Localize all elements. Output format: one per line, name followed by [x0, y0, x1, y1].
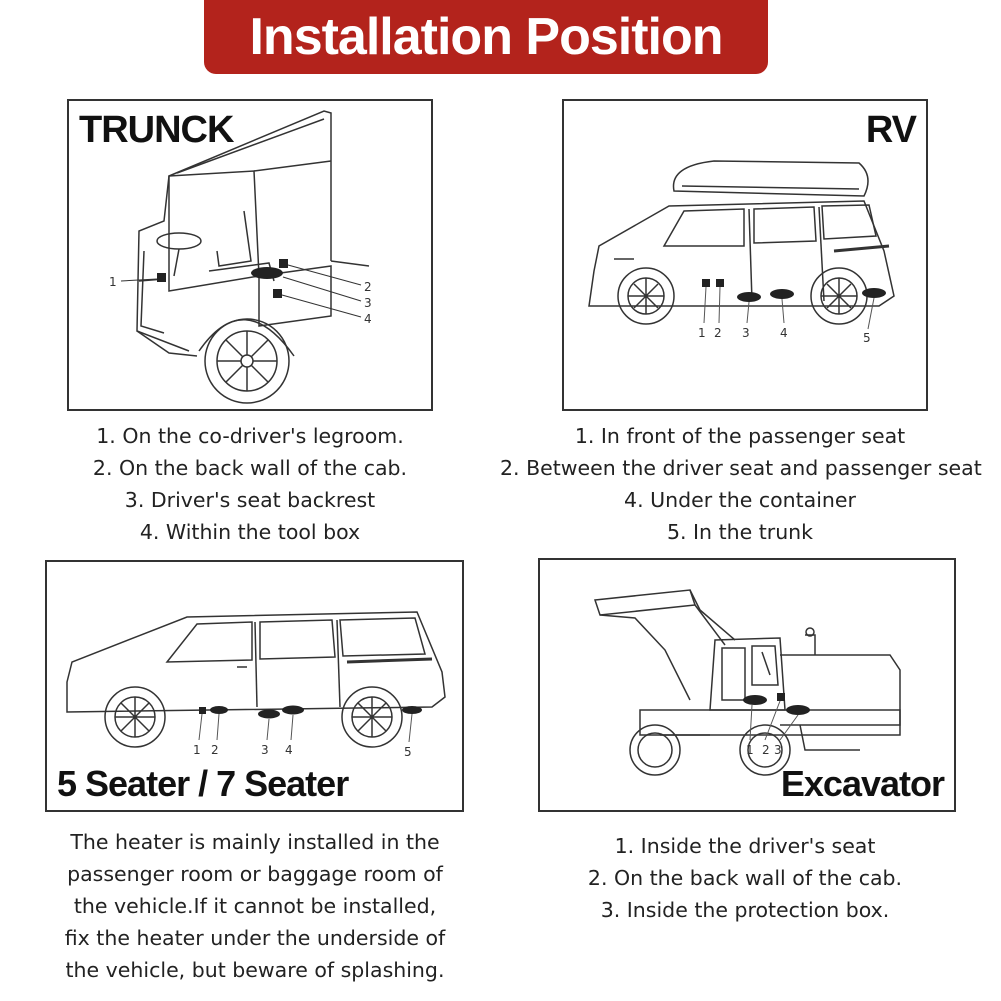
seater-marker-5: 5 — [404, 745, 412, 759]
rv-caption-line: 4. Under the container — [624, 488, 856, 512]
page-title: Installation Position — [249, 8, 723, 66]
seater-note-line: the vehicle.If it cannot be installed, — [73, 894, 437, 918]
excavator-marker-3: 3 — [774, 743, 782, 757]
rv-label: RV — [865, 109, 916, 151]
rv-caption-line: 2. Between the driver seat and passenger seat — [500, 456, 982, 480]
excavator-marker-2: 2 — [762, 743, 770, 757]
seater-note-line: fix the heater under the underside of — [64, 926, 446, 950]
truck-markers — [69, 101, 431, 409]
rv-marker-1: 1 — [698, 326, 706, 340]
truck-label: TRUNCK — [79, 109, 234, 151]
seater-note-line: passenger room or baggage room of — [67, 862, 443, 886]
seater-marker-2: 2 — [211, 743, 219, 757]
rv-caption — [500, 420, 980, 548]
seater-markers — [47, 562, 462, 810]
excavator-caption-line: 3. Inside the protection box. — [600, 898, 890, 922]
excavator-panel — [538, 558, 956, 812]
rv-marker-5: 5 — [863, 331, 871, 345]
truck-caption-line: 4. Within the tool box — [139, 520, 361, 544]
rv-marker-4: 4 — [780, 326, 788, 340]
title-banner — [204, 0, 768, 74]
seater-panel — [45, 560, 464, 812]
truck-caption-line: 2. On the back wall of the cab. — [92, 456, 408, 480]
rv-caption-line: 5. In the trunk — [666, 520, 814, 544]
seater-label: 5 Seater / 7 Seater — [57, 763, 349, 804]
truck-caption-line: 3. Driver's seat backrest — [124, 488, 376, 512]
rv-marker-3: 3 — [742, 326, 750, 340]
seater-marker-4: 4 — [285, 743, 293, 757]
rv-panel — [562, 99, 928, 411]
excavator-caption-line: 1. Inside the driver's seat — [614, 834, 876, 858]
seater-note — [30, 826, 480, 986]
truck-marker-3: 3 — [364, 296, 372, 310]
excavator-markers — [540, 560, 954, 810]
excavator-label: Excavator — [780, 763, 944, 804]
seater-note-line: The heater is mainly installed in the — [70, 830, 440, 854]
seater-note-line: the vehicle, but beware of splashing. — [65, 958, 445, 982]
excavator-marker-1: 1 — [746, 743, 754, 757]
excavator-caption — [530, 830, 960, 926]
truck-caption-line: 1. On the co-driver's legroom. — [96, 424, 404, 448]
truck-marker-2: 2 — [364, 280, 372, 294]
rv-marker-2: 2 — [714, 326, 722, 340]
truck-caption — [40, 420, 460, 548]
seater-marker-3: 3 — [261, 743, 269, 757]
rv-caption-line: 1. In front of the passenger seat — [574, 424, 906, 448]
truck-marker-4: 4 — [364, 312, 372, 326]
rv-markers — [564, 101, 926, 409]
truck-panel — [67, 99, 433, 411]
seater-marker-1: 1 — [193, 743, 201, 757]
truck-marker-1: 1 — [109, 275, 117, 289]
excavator-caption-line: 2. On the back wall of the cab. — [587, 866, 903, 890]
